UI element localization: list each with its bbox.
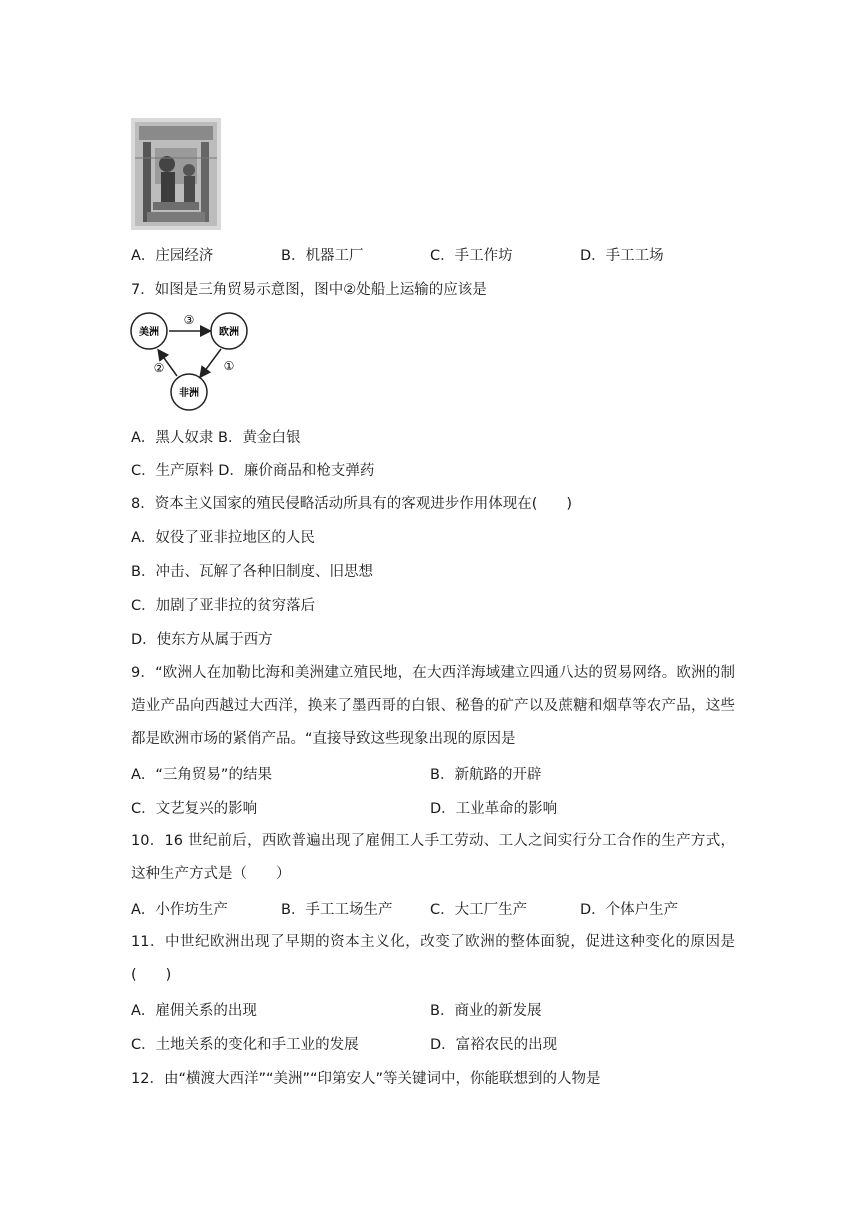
q6-option-c-text: 手工作坊 bbox=[454, 248, 513, 264]
q7-stem: 7．如图是三角贸易示意图，图中②处船上运输的应该是 bbox=[131, 282, 487, 298]
q8-option-a[interactable]: A．奴役了亚非拉地区的人民 bbox=[131, 530, 315, 546]
q6-option-b-text: 机器工厂 bbox=[305, 248, 364, 264]
q11-option-c[interactable]: C．土地关系的变化和手工业的发展 bbox=[131, 1037, 359, 1053]
workshop-illustration bbox=[131, 118, 221, 230]
q6-option-c-letter: C． bbox=[430, 248, 455, 264]
q12-stem: 12．由“横渡大西洋”“美洲”“印第安人”等关键词中，你能联想到的人物是 bbox=[131, 1071, 601, 1087]
q8-stem: 8．资本主义国家的殖民侵略活动所具有的客观进步作用体现在( ) bbox=[131, 496, 573, 512]
q7-options-cd[interactable]: C．生产原料 D．廉价商品和枪支弹药 bbox=[131, 463, 375, 479]
marker-1: ① bbox=[223, 359, 235, 373]
q10-option-b[interactable]: B．手工工场生产 bbox=[281, 902, 393, 918]
q11-option-d[interactable]: D．富裕农民的出现 bbox=[430, 1037, 558, 1053]
q6-option-b-letter: B． bbox=[281, 248, 306, 264]
q10-option-c[interactable]: C．大工厂生产 bbox=[430, 902, 528, 918]
q6-option-a[interactable] bbox=[131, 246, 213, 266]
node-europe-label: 欧洲 bbox=[219, 327, 239, 338]
triangle-trade-diagram bbox=[129, 310, 253, 414]
q11-option-a[interactable]: A．雇佣关系的出现 bbox=[131, 1003, 257, 1019]
q6-option-d[interactable] bbox=[580, 246, 664, 266]
q6-option-a-letter: A． bbox=[131, 248, 156, 264]
q10-option-a[interactable]: A．小作坊生产 bbox=[131, 902, 228, 918]
q9-option-c[interactable]: C．文艺复兴的影响 bbox=[131, 801, 258, 817]
node-africa-label: 非洲 bbox=[179, 388, 199, 399]
marker-3: ③ bbox=[183, 313, 195, 327]
q8-option-d[interactable]: D．使东方从属于西方 bbox=[131, 632, 273, 648]
q6-option-c[interactable] bbox=[430, 246, 513, 266]
q6-option-d-text: 手工工场 bbox=[605, 248, 664, 264]
arrow-europe-to-africa bbox=[201, 349, 221, 376]
q11-stem: 11．中世纪欧洲出现了早期的资本主义化，改变了欧洲的整体面貌，促进这种变化的原因是( ) bbox=[131, 934, 735, 983]
q11-option-b[interactable]: B．商业的新发展 bbox=[430, 1003, 542, 1019]
q9-stem: 9．“欧洲人在加勒比海和美洲建立殖民地，在大西洋海域建立四通八达的贸易网络。欧洲的制造业产品向西越过大西洋，换来了墨西哥的白银、秘鲁的矿产以及蔗糖和烟草等农产品，这些都是欧洲市场的紧俏产品。“直接导致这些现象出现的原因是 bbox=[131, 665, 735, 747]
q7-options-ab[interactable]: A．黑人奴隶 B．黄金白银 bbox=[131, 430, 301, 446]
q10-stem: 10．16 世纪前后，西欧普遍出现了雇佣工人手工劳动、工人之间实行分工合作的生产方式，这种生产方式是（ ） bbox=[131, 833, 735, 882]
q8-option-b[interactable]: B．冲击、瓦解了各种旧制度、旧思想 bbox=[131, 564, 373, 580]
q6-option-a-text: 庄园经济 bbox=[155, 248, 214, 264]
marker-2: ② bbox=[153, 361, 165, 375]
q9-option-b[interactable]: B．新航路的开辟 bbox=[430, 767, 542, 783]
q9-option-d[interactable]: D．工业革命的影响 bbox=[430, 801, 558, 817]
q8-option-c[interactable]: C．加剧了亚非拉的贫穷落后 bbox=[131, 598, 316, 614]
q6-option-b[interactable] bbox=[281, 246, 363, 266]
node-americas-label: 美洲 bbox=[139, 327, 159, 338]
q9-option-a[interactable]: A．“三角贸易”的结果 bbox=[131, 767, 272, 783]
q10-option-d[interactable]: D．个体户生产 bbox=[580, 902, 679, 918]
q6-option-d-letter: D． bbox=[580, 248, 606, 264]
